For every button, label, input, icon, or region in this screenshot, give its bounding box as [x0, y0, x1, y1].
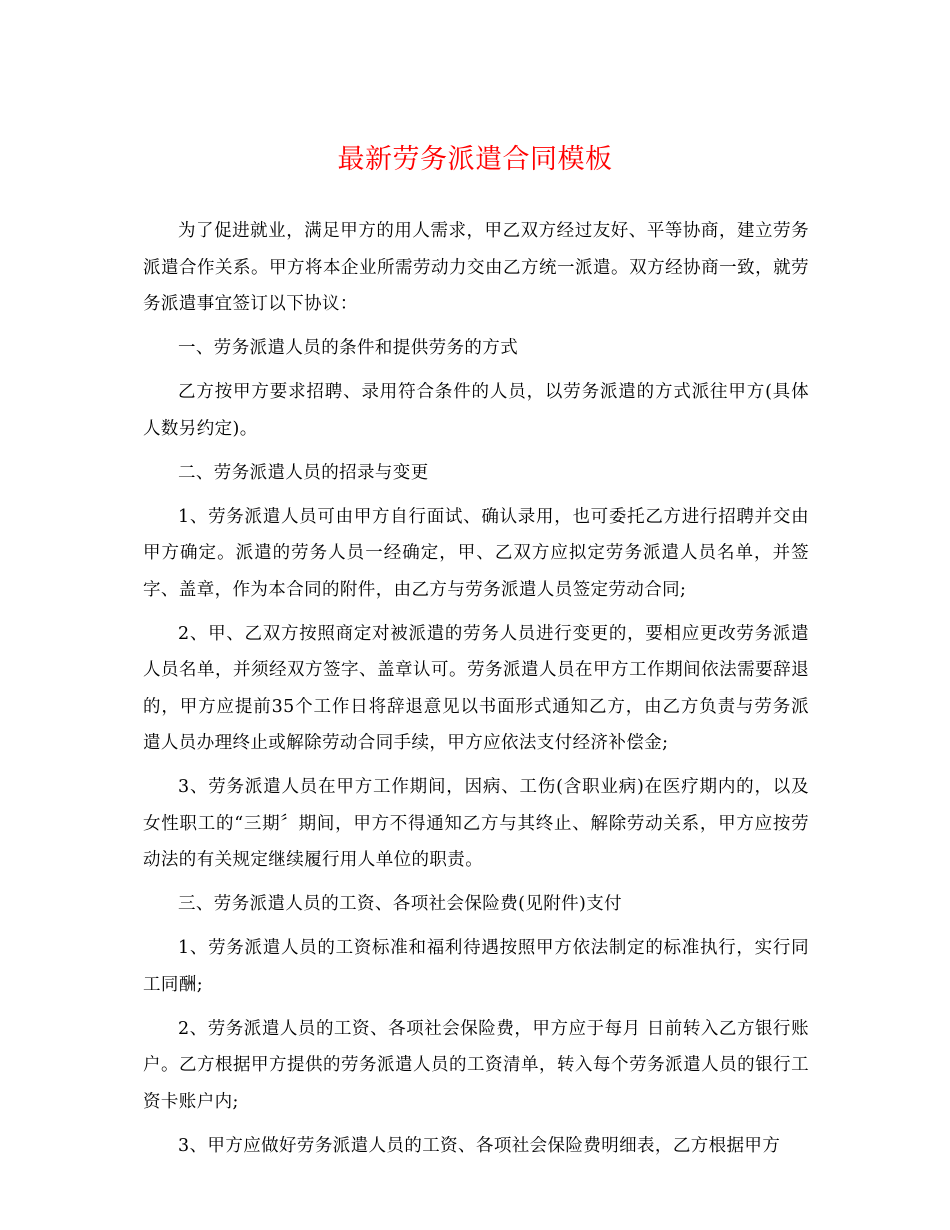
section-2-heading: 二、劳务派遣人员的招录与变更: [178, 462, 429, 483]
document-body: [143, 213, 809, 1172]
intro-paragraph: 为了促进就业，满足甲方的用人需求，甲乙双方经过友好、平等协商，建立劳务派遣合作关系。甲方将本企业所需劳动力交由乙方统一派遣。双方经协商一致，就劳务派遣事宜签订以下协议：: [143, 221, 809, 314]
section-3-item-2: 2、劳务派遣人员的工资、各项社会保险费，甲方应于每月 日前转入乙方银行账户。乙方根据甲方提供的劳务派遣人员的工资清单，转入每个劳务派遣人员的银行工资卡账户内;: [143, 1018, 809, 1112]
section-1-heading: 一、劳务派遣人员的条件和提供劳务的方式: [178, 338, 519, 358]
section-1-paragraph: 乙方按甲方要求招聘、录用符合条件的人员，以劳务派遣的方式派往甲方(具体人数另约定)。: [143, 382, 809, 439]
section-3-item-1: 1、劳务派遣人员的工资标准和福利待遇按照甲方依法制定的标准执行，实行同工同酬;: [143, 938, 809, 995]
section-2-item-1: 1、劳务派遣人员可由甲方自行面试、确认录用，也可委托乙方进行招聘并交由甲方确定。派遣的劳务人员一经确定，甲、乙双方应拟定劳务派遣人员名单，并签字、盖章，作为本合同的附件，由乙方与劳务派遣人员签定劳动合同;: [143, 506, 809, 600]
section-2-item-2: 2、甲、乙双方按照商定对被派遣的劳务人员进行变更的，要相应更改劳务派遣人员名单，并须经双方签字、盖章认可。劳务派遣人员在甲方工作期间依法需要辞退的，甲方应提前35个工作日将辞退意见以书面形式通知乙方，由乙方负责与劳务派遣人员办理终止或解除劳动合同手续，甲方应依法支付经济补偿金;: [143, 623, 809, 753]
section-3-item-3: 3、甲方应做好劳务派遣人员的工资、各项社会保险费明细表，乙方根据甲方: [178, 1135, 781, 1156]
section-3-heading: 三、劳务派遣人员的工资、各项社会保险费(见附件)支付: [178, 894, 623, 914]
section-2-item-3: 3、劳务派遣人员在甲方工作期间，因病、工伤(含职业病)在医疗期内的，以及女性职工的“三期〞期间，甲方不得通知乙方与其终止、解除劳动关系，甲方应按劳动法的有关规定继续履行用人单位的职责。: [143, 777, 809, 870]
document-title: 最新劳务派遣合同模板: [337, 144, 613, 175]
